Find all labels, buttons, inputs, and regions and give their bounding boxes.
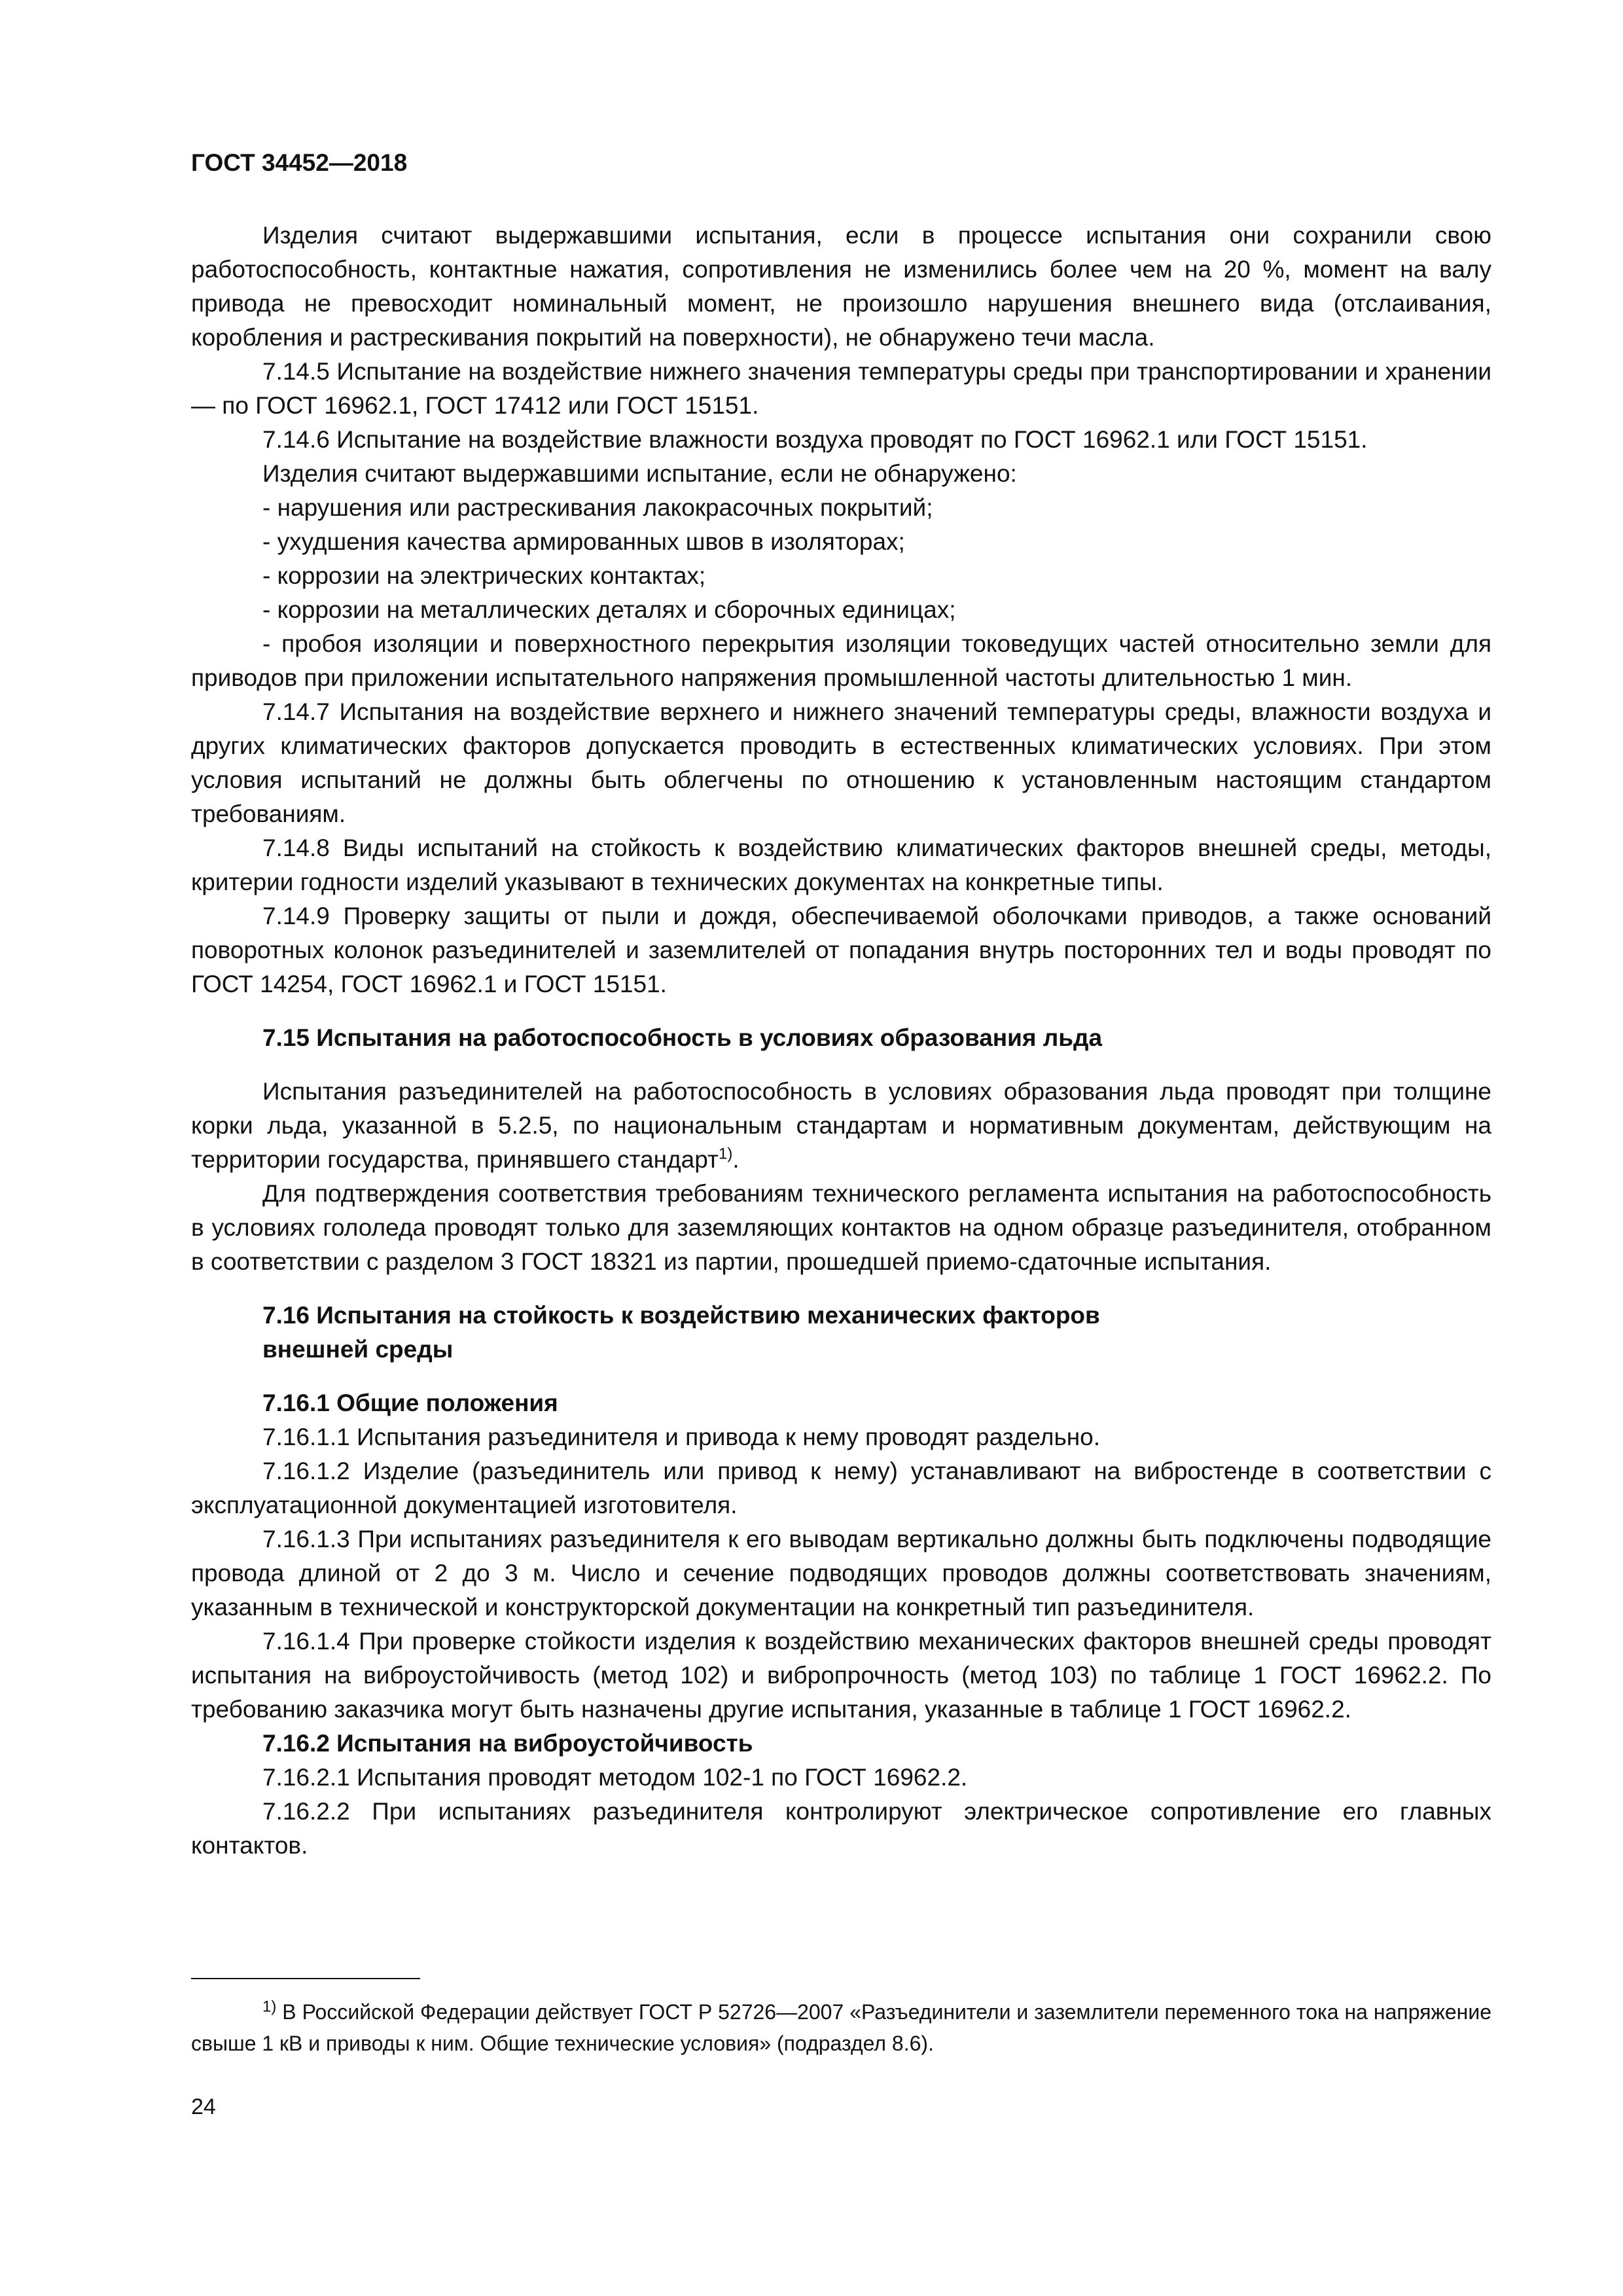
paragraph-end: . bbox=[732, 1146, 740, 1173]
footnote bbox=[191, 1996, 1491, 2059]
footnote-marker: 1) bbox=[262, 1998, 277, 2016]
list-item: - нарушения или растрескивания лакокрасочных покрытий; bbox=[262, 494, 933, 521]
paragraph: 7.14.5 Испытание на воздействие нижнего значения температуры среды при транспортировании и хранении — по ГОСТ 16962.1, ГОСТ 17412 или ГОСТ 15151. bbox=[191, 358, 1491, 419]
heading-line: внешней среды bbox=[262, 1336, 454, 1363]
footnote-ref: 1) bbox=[718, 1145, 733, 1163]
subsection-heading-7-16-1: 7.16.1 Общие положения bbox=[262, 1390, 558, 1416]
paragraph: 7.16.1.3 При испытаниях разъединителя к его выводам вертикально должны быть подключены подводящие провода длиной от 2 до 3 м. Число и сечение подводящих проводов должны соответствовать значениям, указанным в технической и конструкторской документации на конкретный тип разъединителя. bbox=[191, 1526, 1491, 1621]
subsection-heading-7-16-2: 7.16.2 Испытания на виброустойчивость bbox=[262, 1730, 753, 1757]
paragraph: Изделия считают выдержавшими испытания, если в процессе испытания они сохранили свою работоспособность, контактные нажатия, сопротивления не изменились более чем на 20 %, момент на валу привода не превосходит номинальный момент, не произошло нарушения внешнего вида (отслаивания, коробления и растрескивания покрытий на поверхности), не обнаружено течи масла. bbox=[191, 222, 1491, 351]
page-body bbox=[191, 219, 1491, 1863]
paragraph bbox=[191, 1075, 1491, 1177]
list-item: - ухудшения качества армированных швов в изоляторах; bbox=[262, 528, 905, 555]
list-item: - коррозии на электрических контактах; bbox=[262, 562, 706, 589]
paragraph: 7.14.6 Испытание на воздействие влажности воздуха проводят по ГОСТ 16962.1 или ГОСТ 15151. bbox=[262, 426, 1368, 453]
paragraph: 7.16.2.1 Испытания проводят методом 102-1 по ГОСТ 16962.2. bbox=[262, 1764, 968, 1791]
list-item: - пробоя изоляции и поверхностного перекрытия изоляции токоведущих частей относительно земли для приводов при приложении испытательного напряжения промышленной частоты длительностью 1 мин. bbox=[191, 630, 1491, 691]
footnote-separator bbox=[191, 1978, 420, 1979]
section-heading-7-15: 7.15 Испытания на работоспособность в условиях образования льда bbox=[262, 1024, 1103, 1051]
paragraph: 7.14.8 Виды испытаний на стойкость к воздействию климатических факторов внешней среды, методы, критерии годности изделий указывают в технических документах на конкретные типы. bbox=[191, 834, 1491, 895]
paragraph: Изделия считают выдержавшими испытание, если не обнаружено: bbox=[262, 460, 1017, 487]
heading-line: 7.16 Испытания на стойкость к воздействию механических факторов bbox=[262, 1302, 1100, 1329]
list-item: - коррозии на металлических деталях и сборочных единицах; bbox=[262, 596, 956, 623]
paragraph: 7.14.7 Испытания на воздействие верхнего и нижнего значений температуры среды, влажности воздуха и других климатических факторов допускается проводить в естественных климатических условиях. При этом условия испытаний не должны быть облегчены по отношению к установленным настоящим стандартом требованиям. bbox=[191, 698, 1491, 827]
page-number: 24 bbox=[191, 2094, 216, 2119]
section-heading-7-16 bbox=[191, 1299, 1491, 1367]
paragraph: Для подтверждения соответствия требованиям технического регламента испытания на работоспособность в условиях гололеда проводят только для заземляющих контактов на одном образце разъединителя, отобранном в соответствии с разделом 3 ГОСТ 18321 из партии, прошедшей приемо-сдаточные испытания. bbox=[191, 1180, 1491, 1275]
paragraph: 7.16.1.4 При проверке стойкости изделия к воздействию механических факторов внешней среды проводят испытания на виброустойчивость (метод 102) и вибропрочность (метод 103) по таблице 1 ГОСТ 16962.2. По требованию заказчика могут быть назначены другие испытания, указанные в таблице 1 ГОСТ 16962.2. bbox=[191, 1628, 1491, 1723]
paragraph: 7.16.2.2 При испытаниях разъединителя контролируют электрическое сопротивление его главных контактов. bbox=[191, 1798, 1491, 1859]
paragraph: 7.16.1.2 Изделие (разъединитель или привод к нему) устанавливают на вибростенде в соответствии с эксплуатационной документацией изготовителя. bbox=[191, 1458, 1491, 1518]
paragraph: 7.16.1.1 Испытания разъединителя и привода к нему проводят раздельно. bbox=[262, 1424, 1101, 1450]
footnote-text: В Российской Федерации действует ГОСТ Р 52726—2007 «Разъединители и заземлители переменного тока на напряжение свыше 1 кВ и приводы к ним. Общие технические условия» (подраздел 8.6). bbox=[191, 2000, 1491, 2055]
document-header: ГОСТ 34452—2018 bbox=[191, 149, 408, 176]
paragraph-text: Испытания разъединителей на работоспособность в условиях образования льда проводят при толщине корки льда, указанной в 5.2.5, по национальным стандартам и нормативным документам, действующим на территории государства, принявшего стандарт bbox=[191, 1078, 1491, 1173]
paragraph: 7.14.9 Проверку защиты от пыли и дождя, обеспечиваемой оболочками приводов, а также оснований поворотных колонок разъединителей и заземлителей от попадания внутрь посторонних тел и воды проводят по ГОСТ 14254, ГОСТ 16962.1 и ГОСТ 15151. bbox=[191, 903, 1491, 997]
